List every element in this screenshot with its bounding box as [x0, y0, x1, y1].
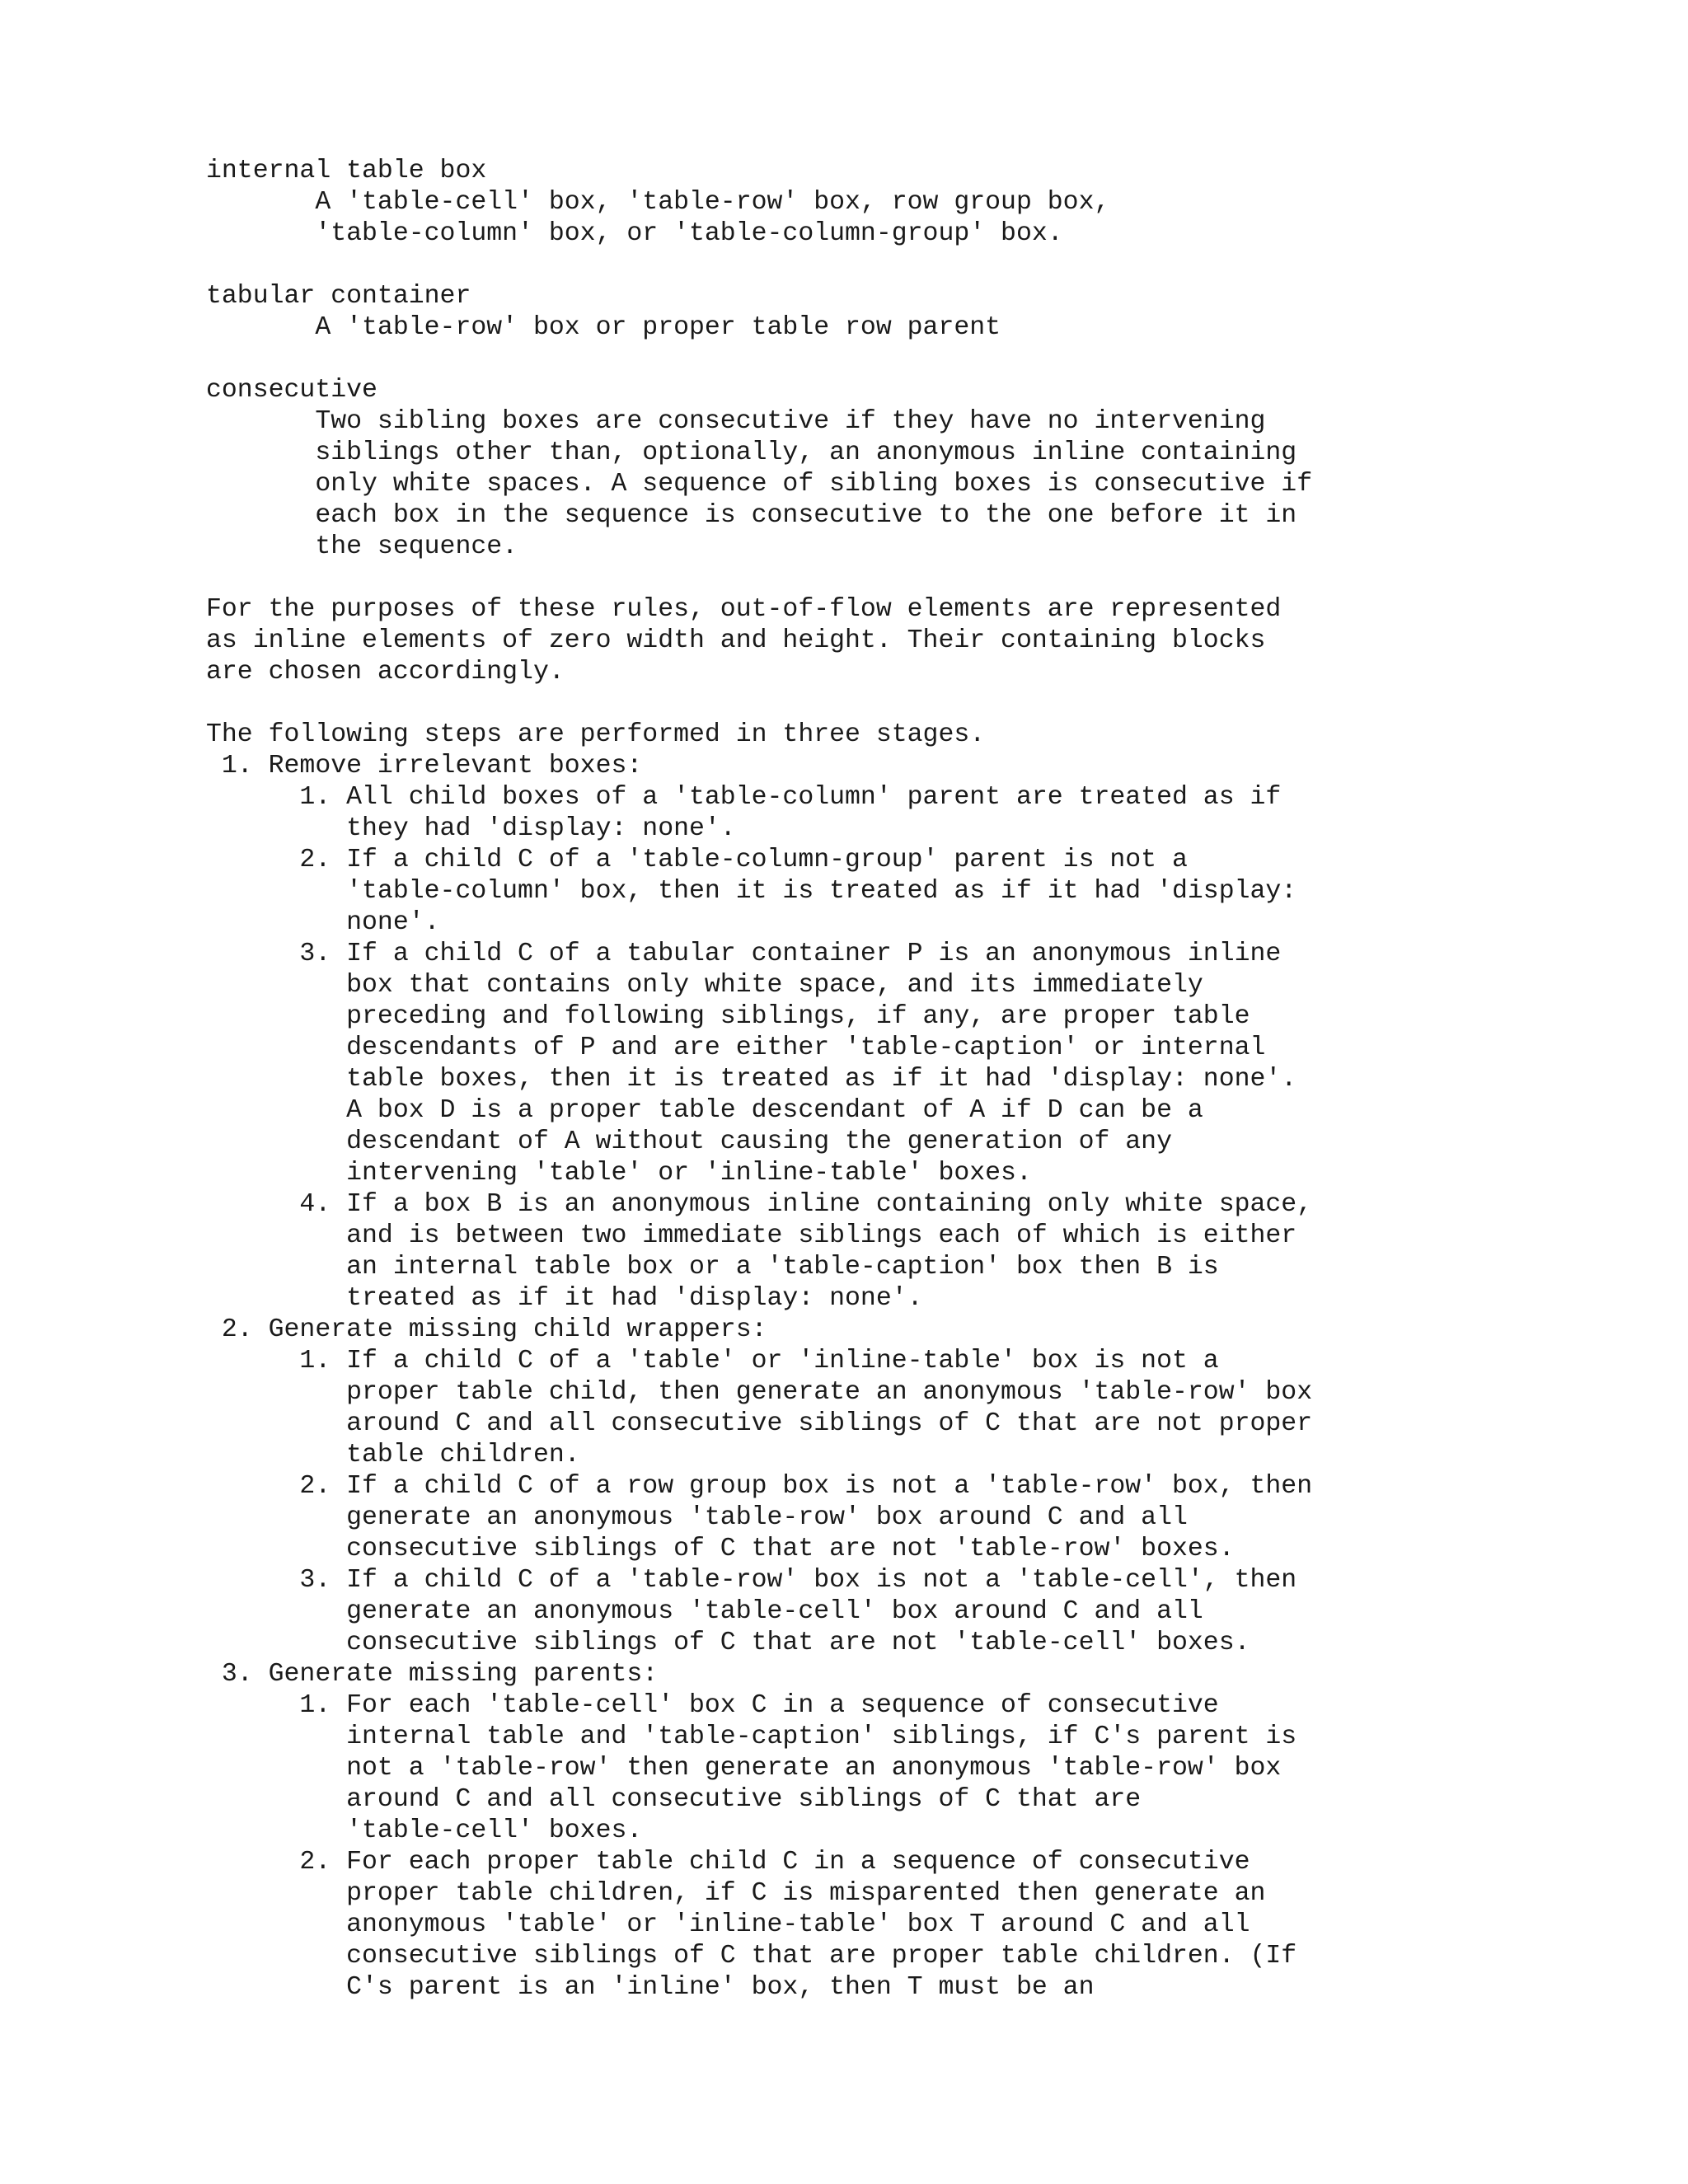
- list-subitem: 1. If a child C of a 'table' or 'inline-table' box is not a: [206, 1347, 1219, 1376]
- definition-line: 'table-column' box, or 'table-column-group' box.: [206, 219, 1063, 248]
- definition-line: A 'table-row' box or proper table row parent: [206, 313, 1001, 342]
- term-tabular-container: tabular container: [206, 282, 471, 311]
- paragraph-line: as inline elements of zero width and height. Their containing blocks: [206, 626, 1266, 655]
- list-subitem: 1. All child boxes of a 'table-column' parent are treated as if: [206, 783, 1282, 812]
- paragraph-line: are chosen accordingly.: [206, 658, 565, 687]
- list-subitem: an internal table box or a 'table-caption' box then B is: [206, 1253, 1219, 1282]
- list-subitem: proper table children, if C is misparented then generate an: [206, 1879, 1266, 1908]
- list-subitem: internal table and 'table-caption' siblings, if C's parent is: [206, 1722, 1297, 1751]
- list-subitem: and is between two immediate siblings each of which is either: [206, 1221, 1297, 1250]
- list-subitem: around C and all consecutive siblings of C that are not proper: [206, 1409, 1313, 1438]
- list-subitem: 2. If a child C of a row group box is not a 'table-row' box, then: [206, 1472, 1313, 1501]
- list-subitem: consecutive siblings of C that are proper table children. (If: [206, 1942, 1297, 1971]
- document-body: [206, 156, 1657, 2004]
- list-item-stage-1: 1. Remove irrelevant boxes:: [206, 752, 643, 780]
- list-subitem: 'table-column' box, then it is treated as if it had 'display:: [206, 877, 1297, 906]
- list-subitem: consecutive siblings of C that are not 'table-cell' boxes.: [206, 1629, 1250, 1657]
- list-subitem: descendants of P and are either 'table-caption' or internal: [206, 1033, 1266, 1062]
- list-subitem: 'table-cell' boxes.: [206, 1816, 643, 1845]
- term-consecutive: consecutive: [206, 376, 377, 405]
- definition-line: siblings other than, optionally, an anonymous inline containing: [206, 438, 1297, 467]
- list-subitem: generate an anonymous 'table-cell' box around C and all: [206, 1597, 1203, 1626]
- definition-line: A 'table-cell' box, 'table-row' box, row group box,: [206, 188, 1110, 217]
- paragraph-line: For the purposes of these rules, out-of-flow elements are represented: [206, 595, 1282, 624]
- list-subitem: proper table child, then generate an anonymous 'table-row' box: [206, 1378, 1313, 1407]
- list-subitem: A box D is a proper table descendant of A if D can be a: [206, 1096, 1203, 1125]
- blank-line: [206, 344, 1657, 375]
- list-subitem: 4. If a box B is an anonymous inline containing only white space,: [206, 1190, 1313, 1219]
- list-subitem: around C and all consecutive siblings of C that are: [206, 1785, 1142, 1814]
- definition-line: each box in the sequence is consecutive to the one before it in: [206, 501, 1297, 530]
- list-subitem: descendant of A without causing the generation of any: [206, 1127, 1172, 1156]
- blank-line: [206, 688, 1657, 719]
- list-subitem: none'.: [206, 908, 440, 937]
- list-subitem: not a 'table-row' then generate an anonymous 'table-row' box: [206, 1754, 1282, 1783]
- list-subitem: 2. For each proper table child C in a sequence of consecutive: [206, 1848, 1250, 1877]
- blank-line: [206, 563, 1657, 594]
- definition-line: the sequence.: [206, 532, 518, 561]
- list-subitem: C's parent is an 'inline' box, then T must be an: [206, 1973, 1095, 2002]
- list-subitem: 1. For each 'table-cell' box C in a sequence of consecutive: [206, 1691, 1219, 1720]
- list-subitem: intervening 'table' or 'inline-table' boxes.: [206, 1159, 1032, 1188]
- list-subitem: anonymous 'table' or 'inline-table' box T around C and all: [206, 1910, 1250, 1939]
- list-subitem: 2. If a child C of a 'table-column-group' parent is not a: [206, 846, 1188, 874]
- list-subitem: preceding and following siblings, if any, are proper table: [206, 1002, 1250, 1031]
- list-subitem: 3. If a child C of a 'table-row' box is not a 'table-cell', then: [206, 1566, 1297, 1595]
- list-subitem: table boxes, then it is treated as if it had 'display: none'.: [206, 1065, 1297, 1094]
- paragraph-line: The following steps are performed in three stages.: [206, 720, 986, 749]
- term-internal-table-box: internal table box: [206, 157, 487, 185]
- list-subitem: table children.: [206, 1441, 580, 1469]
- definition-line: Two sibling boxes are consecutive if they have no intervening: [206, 407, 1266, 436]
- list-item-stage-3: 3. Generate missing parents:: [206, 1660, 659, 1689]
- list-subitem: they had 'display: none'.: [206, 814, 736, 843]
- list-subitem: generate an anonymous 'table-row' box around C and all: [206, 1503, 1188, 1532]
- list-subitem: treated as if it had 'display: none'.: [206, 1284, 923, 1313]
- list-subitem: 3. If a child C of a tabular container P is an anonymous inline: [206, 940, 1282, 968]
- blank-line: [206, 250, 1657, 281]
- list-subitem: consecutive siblings of C that are not 'table-row' boxes.: [206, 1535, 1235, 1563]
- list-subitem: box that contains only white space, and its immediately: [206, 971, 1203, 1000]
- definition-line: only white spaces. A sequence of sibling boxes is consecutive if: [206, 470, 1313, 499]
- list-item-stage-2: 2. Generate missing child wrappers:: [206, 1315, 767, 1344]
